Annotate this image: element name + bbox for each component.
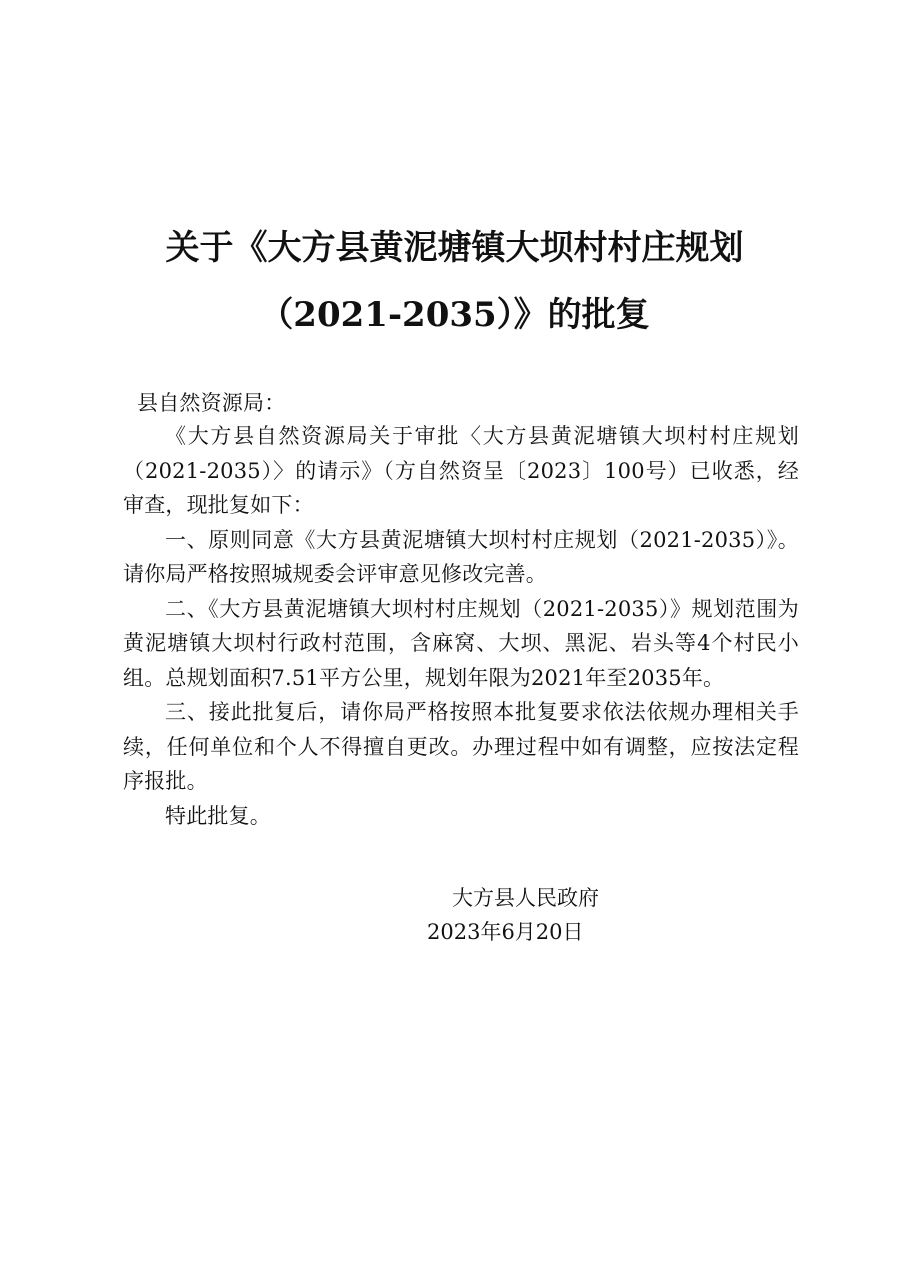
paragraph-item-3: 三、接此批复后，请你局严格按照本批复要求依法依规办理相关手续，任何单位和个人不得擅自更改。办理过程中如有调整，应按法定程序报批。 [123, 700, 799, 793]
document-body [123, 419, 799, 833]
paragraph-item-2: 二、《大方县黄泥塘镇大坝村村庄规划（2021-2035）》规划范围为黄泥塘镇大坝村行政村范围，含麻窝、大坝、黑泥、岩头等4个村民小组。总规划面积7.51平方公里，规划年限为2021年至2035年。 [123, 596, 799, 690]
document-title-line-1: 关于《大方县黄泥塘镇大坝村村庄规划 [165, 228, 744, 268]
addressee: 县自然资源局： [137, 391, 286, 415]
issue-date: 2023年6月20日 [427, 920, 584, 944]
paragraph-closing: 特此批复。 [165, 803, 271, 828]
document-title-line-2: （2021-2035）》的批复 [259, 295, 650, 335]
paragraph-receipt: 《大方县自然资源局关于审批〈大方县黄泥塘镇大坝村村庄规划（2021-2035）〉的请示》（方自然资呈〔2023〕100号）已收悉，经审查，现批复如下： [123, 424, 799, 517]
paragraph-item-1: 一、原则同意《大方县黄泥塘镇大坝村村庄规划（2021-2035）》。请你局严格按照城规委会评审意见修改完善。 [123, 527, 799, 586]
issuing-organization: 大方县人民政府 [452, 886, 599, 910]
